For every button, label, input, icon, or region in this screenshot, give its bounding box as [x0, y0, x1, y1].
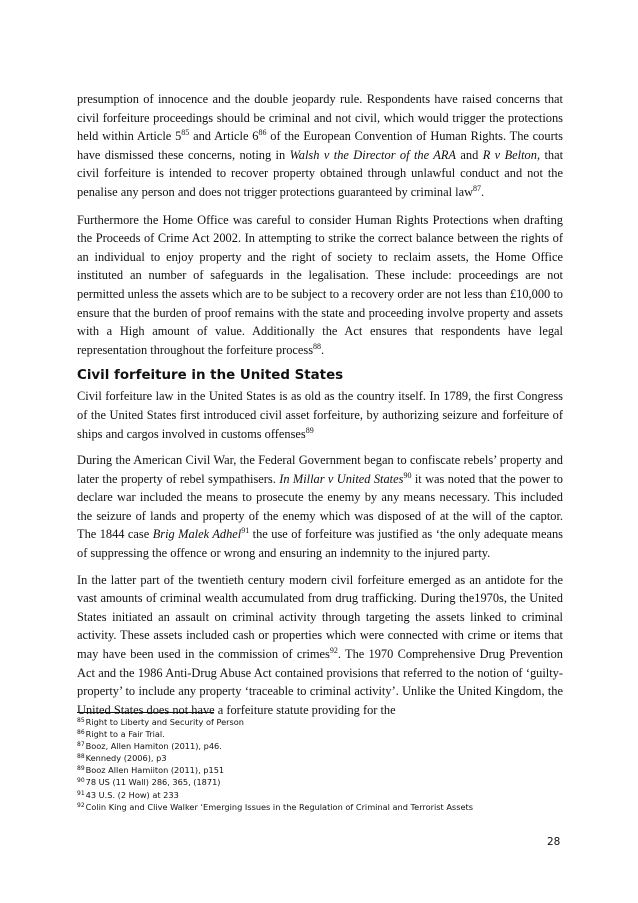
text-run: and: [456, 147, 483, 162]
footnote-text: Booz Allen Hamiiton (2011), p151: [85, 765, 225, 776]
footnote-text: Colin King and Clive Walker ‘Emerging Issues in the Regulation of Criminal and Terrorist Assets: [85, 801, 473, 812]
footnote-text: Kennedy (2006), p3: [85, 753, 167, 764]
footnote-ref-92[interactable]: 92: [329, 645, 338, 655]
case-name-belton: R v Belton: [482, 147, 537, 162]
footnote-number: 88: [77, 753, 85, 761]
footnote-ref-88[interactable]: 88: [313, 341, 322, 351]
footnote-ref-87[interactable]: 87: [473, 183, 482, 193]
footnote-number: 90: [77, 777, 85, 785]
text-run: of the European Convention of Human Rights. The courts have dismissed these concerns, noting in: [77, 129, 563, 162]
case-name-millar: In Millar v United States: [279, 471, 404, 486]
footnote-ref-86[interactable]: 86: [258, 128, 267, 138]
paragraph-3: [77, 387, 563, 443]
footnote-91: [77, 789, 577, 801]
footnote-separator: [77, 712, 214, 713]
text-run: During the American Civil War, the Federal Government began to confiscate rebels’ property and later the property of rebel sympathisers.: [77, 453, 563, 486]
footnote-number: 85: [77, 717, 85, 724]
footnote-number: 87: [77, 741, 85, 749]
footnote-ref-85[interactable]: 85: [181, 128, 190, 138]
footnote-ref-90[interactable]: 90: [403, 470, 412, 480]
text-run: .: [481, 184, 485, 199]
text-run: In the latter part of the twentieth century modern civil forfeiture emerged as an antidote for the vast amounts of criminal wealth accumulated from drug trafficking. During the1970s, the United States initiated an assault on criminal activity through targeting the assets linked to criminal activity. These assets included cash or properties which were connected with crime or items that may have been used in the commission of crimes: [77, 572, 563, 662]
text-run: , that civil forfeiture is intended to recover property obtained through unlawful conduct and not the penalise any person and does not trigger protections guaranteed by criminal law: [77, 147, 564, 199]
footnote-text: Right to Liberty and Security of Person: [85, 717, 244, 727]
footnote-ref-91[interactable]: 91: [241, 526, 250, 536]
paragraph-5: [77, 571, 563, 720]
paragraph-1: [77, 90, 563, 202]
text-run: it was noted that the power to declare war included the means to prosecute the enemy by any means necessary. This included the seizure of lands and property of the enemy which was disposed of at the will of the captor. The 1844 case: [77, 471, 563, 542]
text-run: Civil forfeiture law in the United States is as old as the country itself. In 1789, the first Congress of the United States first introduced civil asset forfeiture, by authorizing seizure and forfeiture of ships and cargos involved in customs offenses: [77, 389, 563, 441]
footnote-number: 91: [77, 789, 85, 797]
footnote-text: Right to a Fair Trial.: [85, 729, 165, 740]
footnote-number: 92: [77, 801, 85, 809]
paragraph-4: [77, 451, 563, 563]
footnote-88: [77, 752, 577, 764]
footnote-number: 86: [77, 729, 85, 737]
section-heading: Civil forfeiture in the United States: [77, 368, 344, 384]
text-run: presumption of innocence and the double jeopardy rule. Respondents have raised concerns that civil forfeiture proceedings should be criminal and not civil, which would trigger the protections held within Article 5: [77, 92, 563, 144]
case-name-malek-adhel: Brig Malek Adhel: [152, 527, 242, 542]
footnote-87: [77, 740, 577, 752]
footnotes: [77, 716, 577, 813]
body-text: [77, 90, 563, 727]
footnote-text: 78 US (11 Wall) 286, 365, (1871): [85, 777, 221, 788]
text-run: .: [321, 342, 325, 357]
text-run: Furthermore the Home Office was careful to consider Human Rights Protections when drafting the Proceeds of Crime Act 2002. In attempting to strike the correct balance between the rights of an individual to enjoy property and the right of society to reclaim assets, the Home Office instituted an number of safeguards in the legalisation. These include: proceedings are not permitted unless the assets which are to be subject to a recovery order are not less than £10,000 to ensure that the burden of proof remains with the state and proceeding involve property and assets with a High amount of value. Additionally the Act ensures that respondents have legal representation throughout the forfeiture process: [77, 212, 563, 357]
paragraph-2: [77, 211, 563, 360]
footnote-92: [77, 801, 577, 813]
footnote-text: Booz, Allen Hamiton (2011), p46.: [85, 741, 222, 752]
footnote-number: 89: [77, 765, 85, 773]
text-run: . The 1970 Comprehensive Drug Prevention Act and the 1986 Anti-Drug Abuse Act contained provisions that referred to the notion of ‘guilty-property’ to include any property ‘traceable to criminal activity’. Unlike the United Kingdom, the United States does not have a forfeiture statute providing for the: [77, 647, 564, 717]
footnote-text: 43 U.S. (2 How) at 233: [85, 789, 179, 800]
footnote-86: [77, 728, 577, 740]
footnote-89: [77, 764, 577, 776]
case-name-walsh: Walsh v the Director of the ARA: [289, 147, 456, 162]
page-number: 28: [547, 836, 561, 848]
footnote-85: [77, 716, 577, 728]
text-run: and Article 6: [189, 129, 259, 144]
text-run: the use of forfeiture was justified as ‘the only adequate means of suppressing the offence or wrong and ensuring an indemnity to the injured party.: [77, 527, 563, 561]
footnote-ref-89[interactable]: 89: [305, 425, 314, 435]
footnote-90: [77, 776, 577, 788]
